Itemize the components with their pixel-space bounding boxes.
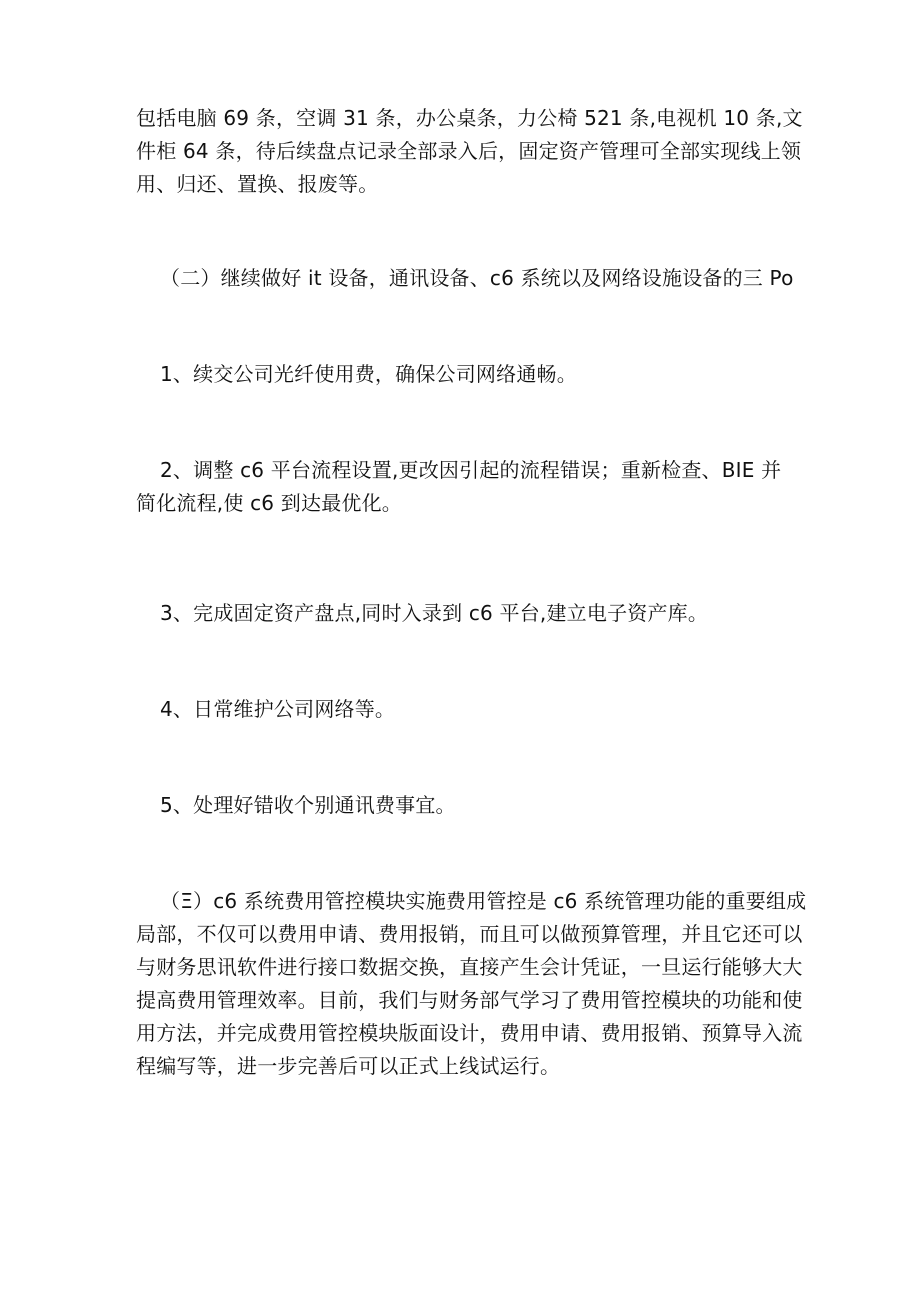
list-item-3: 3、完成固定资产盘点,同时入录到 c6 平台,建立电子资产库。 bbox=[160, 601, 709, 625]
text-line: 简化流程,使 c6 到达最优化。 bbox=[136, 491, 402, 515]
text-line: 2、调整 c6 平台流程设置,更改因引起的流程错误；重新检查、BIE 并 bbox=[160, 458, 782, 482]
text-line: 件柜 64 条，待后续盘点记录全部录入后，固定资产管理可全部实现线上领 bbox=[136, 139, 802, 163]
text-line: 用方法，并完成费用管控模块版面设计，费用申请、费用报销、预算导入流 bbox=[136, 1021, 803, 1045]
list-item-4: 4、日常维护公司网络等。 bbox=[160, 697, 396, 721]
text-line: 提高费用管理效率。目前，我们与财务部气学习了费用管控模块的功能和使 bbox=[136, 988, 803, 1012]
text-line: 程编写等，进一步完善后可以正式上线试运行。 bbox=[136, 1054, 561, 1078]
text-line: 与财务思讯软件进行接口数据交换，直接产生会计凭证，一旦运行能够大大 bbox=[136, 955, 803, 979]
text-line: 局部，不仅可以费用申请、费用报销，而且可以做预算管理，并且它还可以 bbox=[136, 922, 803, 946]
section-3-paragraph bbox=[136, 885, 807, 1083]
text-line: （Ξ）c6 系统费用管控模块实施费用管控是 c6 系统管理功能的重要组成 bbox=[160, 889, 807, 913]
section-2-heading: （二）继续做好 it 设备，通讯设备、c6 系统以及网络设施设备的三 Po bbox=[160, 266, 794, 290]
list-item-1: 1、续交公司光纤使用费，确保公司网络通畅。 bbox=[160, 362, 577, 386]
list-item-2 bbox=[136, 454, 800, 520]
list-item-5: 5、处理好错收个别通讯费事宜。 bbox=[160, 793, 456, 817]
text-line: 用、归还、置换、报废等。 bbox=[136, 172, 379, 196]
text-line: 包括电脑 69 条，空调 31 条，办公桌条，力公椅 521 条,电视机 10 条,文 bbox=[136, 106, 803, 130]
paragraph-asset-inventory bbox=[136, 102, 803, 201]
